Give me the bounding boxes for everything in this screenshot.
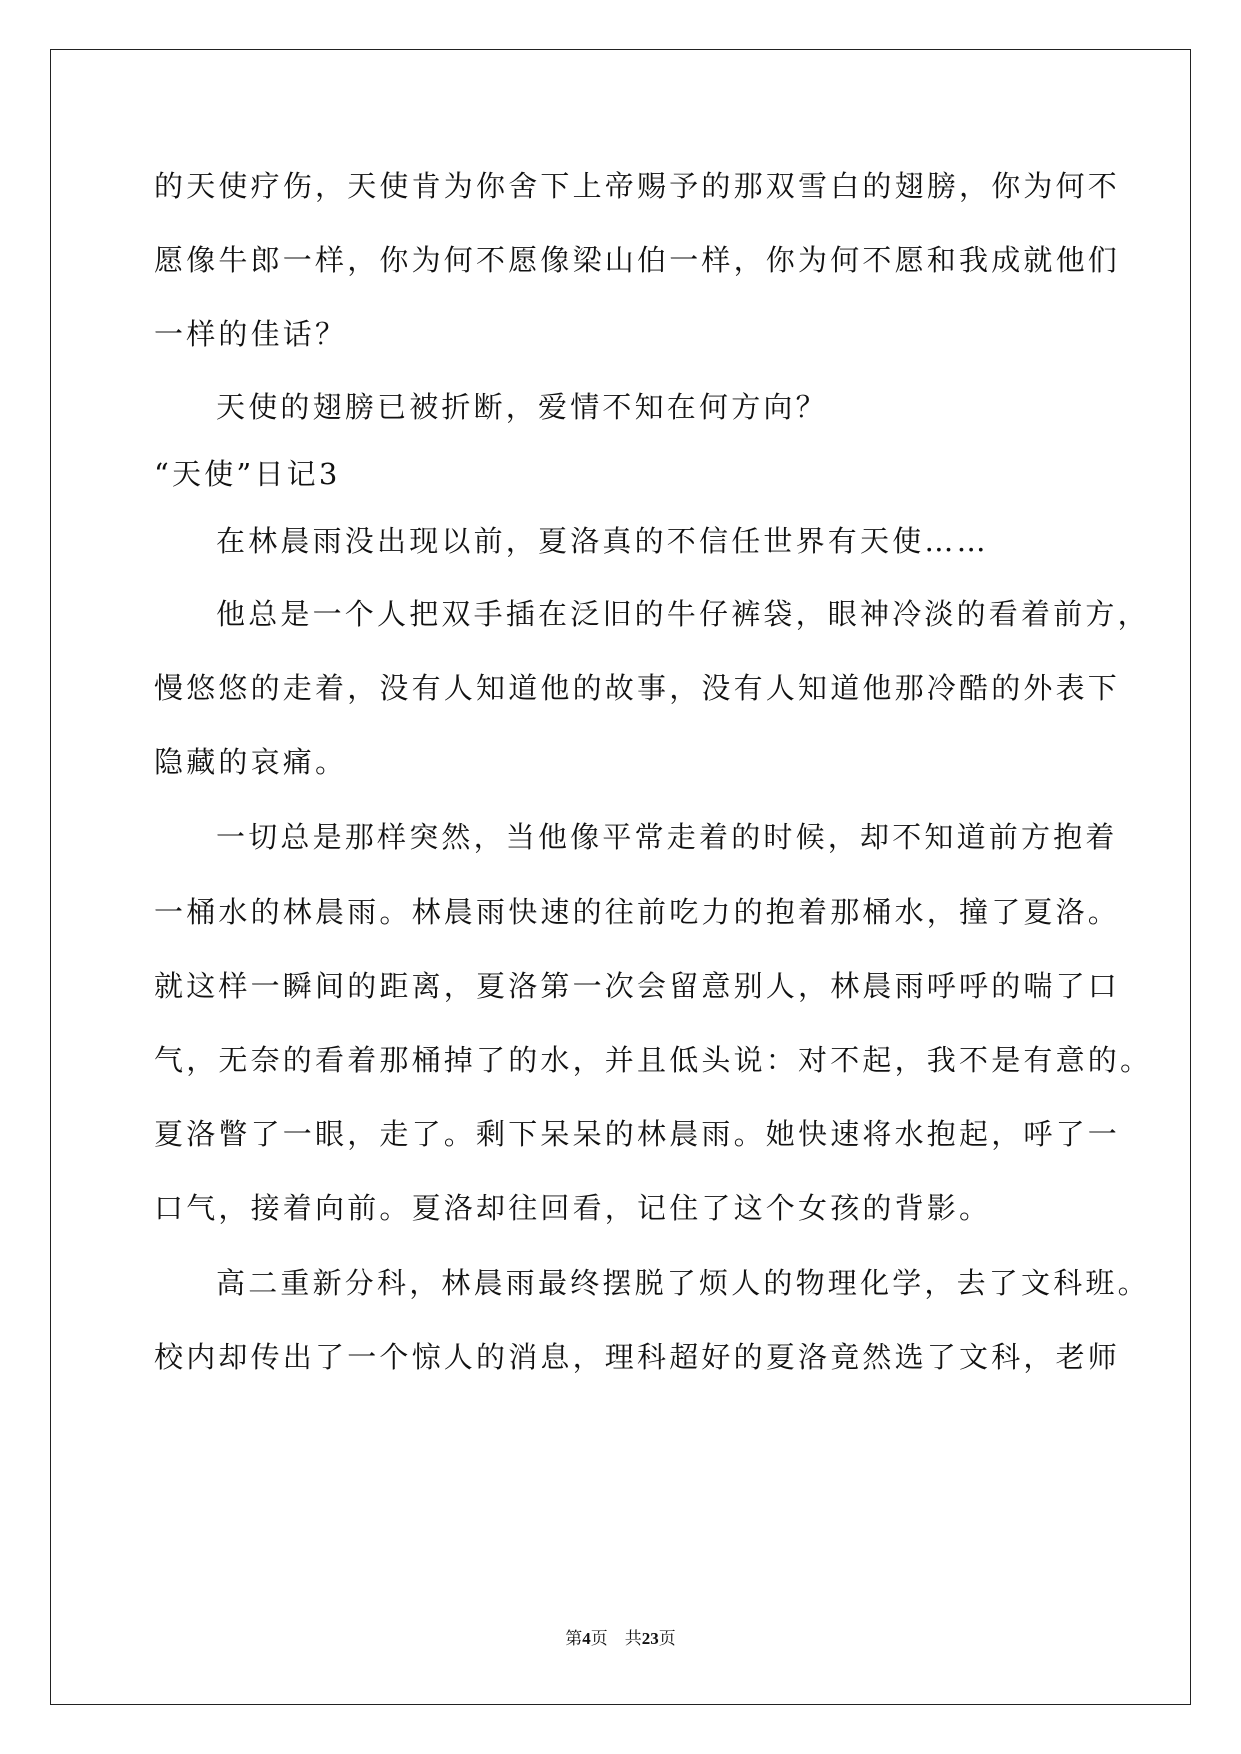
current-page-number: 4: [582, 1629, 591, 1648]
text-line: 夏洛瞥了一眼，走了。剩下呆呆的林晨雨。她快速将水抱起，呼了一: [154, 1117, 1121, 1151]
footer-prefix: 第: [565, 1629, 583, 1648]
page-border: [50, 49, 1191, 1705]
text-line: 气，无奈的看着那桶掉了的水，并且低头说：对不起，我不是有意的。: [154, 1043, 1153, 1077]
text-line: 一桶水的林晨雨。林晨雨快速的往前吃力的抱着那桶水，撞了夏洛。: [154, 895, 1121, 929]
text-line: 天使的翅膀已被折断，爱情不知在何方向？: [216, 390, 828, 424]
text-line: 在林晨雨没出现以前，夏洛真的不信任世界有天使……: [216, 524, 989, 558]
text-line: 他总是一个人把双手插在泛旧的牛仔裤袋，眼神冷淡的看着前方，: [216, 597, 1150, 631]
text-line: 隐藏的哀痛。: [154, 745, 348, 779]
text-line: 愿像牛郎一样，你为何不愿像梁山伯一样，你为何不愿和我成就他们: [154, 243, 1121, 277]
section-title: “天使”日记3: [154, 457, 341, 491]
footer-suffix: 页: [658, 1629, 676, 1648]
text-line: 的天使疗伤，天使肯为你舍下上帝赐予的那双雪白的翅膀，你为何不: [154, 169, 1121, 203]
text-line: 高二重新分科，林晨雨最终摆脱了烦人的物理化学，去了文科班。: [216, 1266, 1150, 1300]
text-line: 一切总是那样突然，当他像平常走着的时候，却不知道前方抱着: [216, 820, 1118, 854]
text-line: 校内却传出了一个惊人的消息，理科超好的夏洛竟然选了文科，老师: [154, 1340, 1121, 1374]
page-footer: [0, 1627, 1241, 1651]
text-line: 口气，接着向前。夏洛却往回看，记住了这个女孩的背影。: [154, 1191, 992, 1225]
footer-mid: 页 共: [590, 1629, 642, 1648]
total-page-count: 23: [641, 1629, 659, 1648]
text-line: 一样的佳话？: [154, 317, 348, 351]
text-line: 就这样一瞬间的距离，夏洛第一次会留意别人，林晨雨呼呼的喘了口: [154, 969, 1121, 1003]
text-line: 慢悠悠的走着，没有人知道他的故事，没有人知道他那冷酷的外表下: [154, 671, 1121, 705]
